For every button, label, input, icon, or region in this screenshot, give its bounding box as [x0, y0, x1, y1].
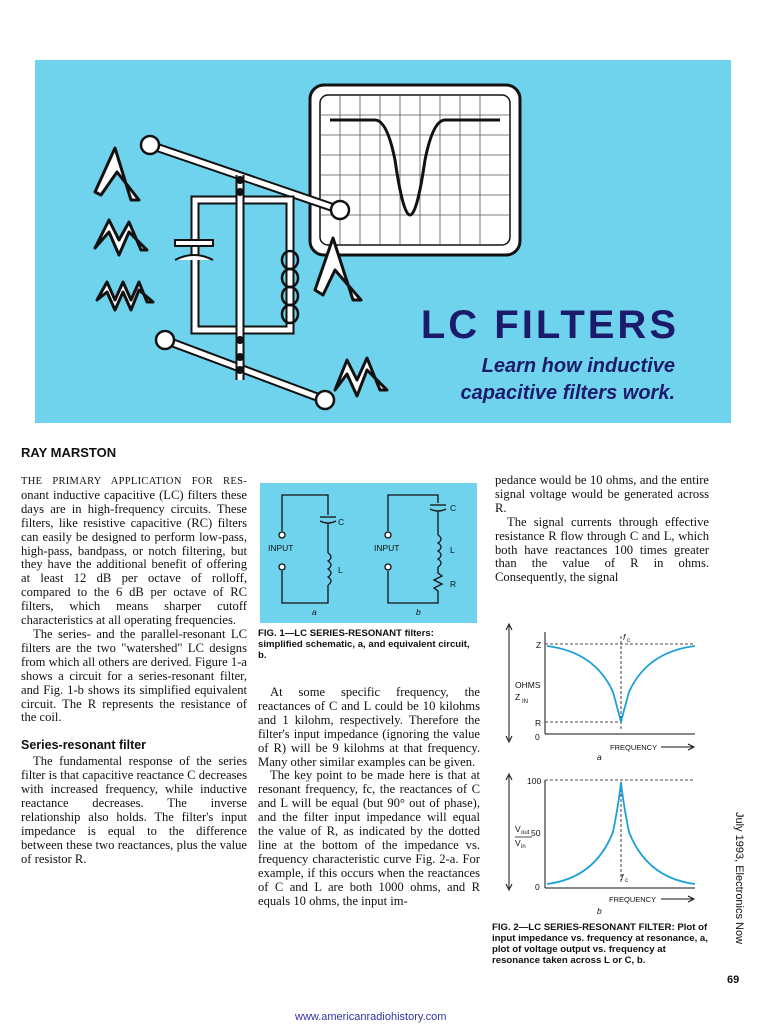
issue-date-label: July 1993, Electronics Now [733, 812, 745, 945]
fig2-caption [492, 922, 710, 966]
col3-paragraph-1: pedance would be 10 ohms, and the entire signal voltage would be generated across R. [495, 473, 709, 515]
fig2a-fc-sub: c [627, 638, 630, 644]
fig2b-zero-label: 0 [535, 882, 540, 892]
figure-2b [495, 772, 710, 918]
fig2b-fc-sub: c [625, 878, 628, 884]
fig2b-y-mid-label: 50 [531, 828, 541, 838]
article-subtitle-line2: capacitive filters work. [460, 382, 675, 404]
column-1 [21, 474, 247, 866]
article-subtitle-line1: Learn how inductive [481, 355, 675, 377]
fig1b-label-c: C [450, 503, 457, 513]
fig1-caption [258, 628, 480, 661]
fig2a-r-label: R [535, 718, 542, 728]
fig1-caption-text: simplified schematic, a, and equivalent circuit, b. [258, 639, 470, 661]
fig1a-label-l: L [338, 565, 343, 575]
fig2b-y-top-label: 100 [527, 776, 542, 786]
col2-paragraph-1: At some specific frequency, the reactances of C and L could be 10 kilohms and 1 kilohm, respectively. Therefore the filter's input impedance (ignoring the value of R) will be 9 kilohms at that frequency. Many other similar examples can be given. [258, 685, 480, 769]
byline: RAY MARSTON [21, 445, 117, 460]
section-heading: Series-resonant filter [21, 738, 147, 753]
fig2b-fc-label: f [621, 872, 624, 882]
fig2a-zero-label: 0 [535, 732, 540, 742]
col1-lead-in: THE PRIMARY APPLICATION FOR RES- [21, 476, 247, 487]
page-number: 69 [727, 974, 740, 986]
fig2b-vin-sub: in [521, 844, 526, 850]
fig1a-label-c: C [338, 517, 345, 527]
col1-p1-text: onant inductive capacitive (LC) filters these days are in high-frequency circuits. These filters, like resistive capacitive (RC) filters can easily be designed to perform low-pass, high-pass, bandpass, or notch filtering, but they have the additional benefit of offering at least 12 dB per octave of rolloff, compared to the 6 dB per octave of RC filters, which means sharper cutoff characteristics at all operating frequencies. [21, 487, 247, 628]
fig2b-vin: V [515, 838, 521, 848]
figure-1 [260, 483, 477, 623]
fig2b-x-label: FREQUENCY [609, 895, 657, 904]
source-url[interactable]: www.americanradiohistory.com [295, 1011, 447, 1023]
col1-paragraph-2: The series- and the parallel-resonant LC filters are the two "watershed" LC designs from which all others are derived. Figure 1-a shows a circuit for a series-resonant filter, and Fig. 1-b shows its simplified equivalent circuit. The R represents the resistance of the coil. [21, 626, 247, 725]
fig2b-panel-label: b [597, 906, 602, 916]
fig2a-y-sub-index: IN [522, 699, 528, 705]
fig1b-label-input: INPUT [374, 543, 400, 553]
fig1b-panel-label: b [416, 607, 421, 617]
fig2-caption-text: Plot of input impedance vs. frequency at resonance, a, plot of voltage output vs. frequency at resonance taken across L or C, b. [492, 922, 708, 966]
fig2a-y-axis-label: OHMS [515, 680, 541, 690]
fig1b-label-l: L [450, 545, 455, 555]
figure-2a [495, 622, 710, 764]
fig2a-fc-label: f [623, 632, 626, 642]
fig2b-vout: V [515, 824, 521, 834]
article-title: LC FILTERS [420, 303, 679, 347]
fig2a-y-top-label: Z [536, 640, 542, 650]
issue-sidebar [727, 812, 747, 992]
fig2a-panel-label: a [597, 752, 602, 762]
fig1a-panel-label: a [312, 607, 317, 617]
col1-paragraph-3: The fundamental response of the series filter is that capacitive reactance C decreases with increased frequency, while inductive reactance decreases. The inverse relationship also holds. The filter's input impedance is equal to the difference between these two reactances, plus the value of resistor R. [21, 754, 247, 866]
col1-paragraph-1 [21, 474, 247, 628]
fig2-caption-title: FIG. 2—LC SERIES-RESONANT FILTER: [492, 922, 675, 933]
fig1b-label-r: R [450, 579, 457, 589]
fig2a-x-label: FREQUENCY [610, 743, 658, 752]
hero-illustration [35, 60, 731, 423]
column-3 [495, 474, 709, 585]
fig2b-vout-sub: out [521, 830, 530, 836]
column-2 [258, 686, 480, 909]
col2-paragraph-2: The key point to be made here is that at resonant frequency, fc, the reactances of C and L will be equal (but 90° out of phase), and the filter input impedance will equal the value of R, as indicated by the dotted line at the bottom of the impedance vs. frequency characteristic curve Fig. 2-a. For example, if this occurs when the reactances of C and L are both 1000 ohms, and R equals 10 ohms, the input im- [258, 768, 480, 908]
fig2a-y-sub: Z [515, 692, 521, 702]
fig1a-label-input: INPUT [268, 543, 294, 553]
col3-paragraph-2: The signal currents through effective resistance R flow through C and L, which both have reactances 100 times greater than the value of R in ohms. Consequently, the signal [495, 514, 709, 585]
fig1-caption-title: FIG. 1—LC SERIES-RESONANT filters: [258, 628, 434, 639]
fig1-schematic [260, 483, 477, 623]
